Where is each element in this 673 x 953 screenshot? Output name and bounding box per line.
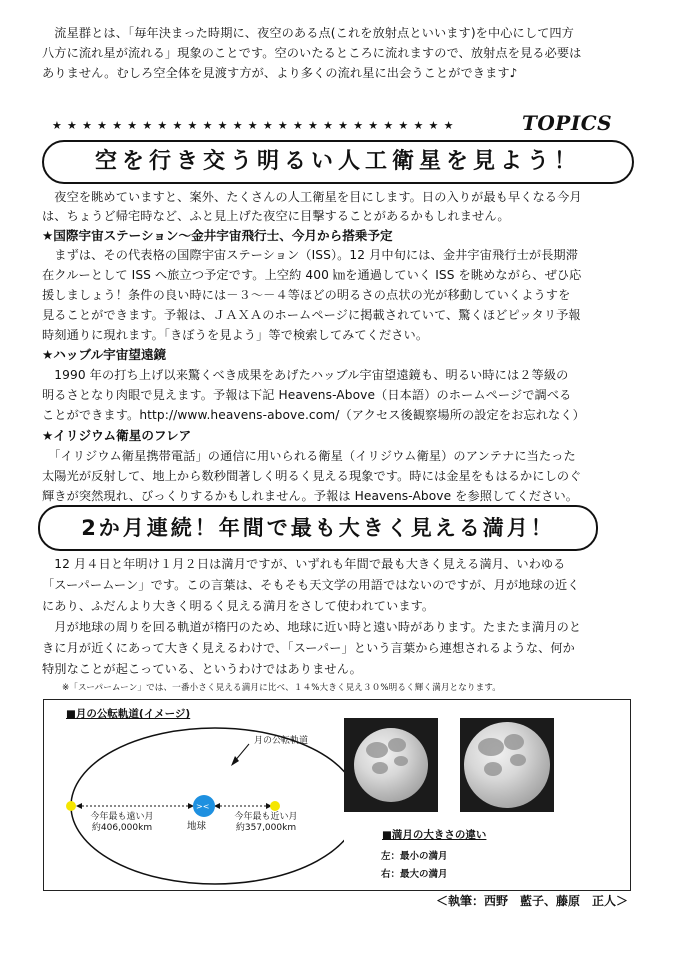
moon-size-title: ■満月の大きさの違い — [382, 829, 487, 841]
far-moon-distance: 約406,000km — [91, 823, 153, 833]
hubble-line: 1990 年の打ち上げ以来驚くべき成果をあげたハッブル宇宙望遠鏡も、明るい時には２等級の — [42, 368, 569, 382]
iridium-line: 「イリジウム衛星携帯電話」の通信に用いられる衛星（イリジウム衛星）のアンテナに当たった — [42, 449, 576, 463]
hubble-line: 明るさとなり肉眼で見えます。予報は下記 Heavens-Above（日本語）のホームページで調べる — [42, 388, 572, 402]
orbit-label: 月の公転軌道 — [254, 736, 309, 746]
largest-moon-image — [460, 718, 554, 812]
topics-label: TOPICS — [522, 111, 613, 135]
iss-heading: ★国際宇宙ステーション～金井宇宙飛行士、今月から搭乗予定 — [42, 228, 393, 243]
iss-line: 援しましょう！条件の良い時には－３～－４等ほどの明るさの点状の光が移動していくようすを — [42, 288, 571, 302]
hubble-heading: ★ハッブル宇宙望遠鏡 — [42, 347, 167, 362]
near-moon-label: 今年最も近い月 — [234, 812, 298, 822]
intro-line-1: 流星群とは、「毎年決まった時期に、夜空のある点(これを放射点といいます)を中心にして四方 — [42, 26, 574, 40]
section1-intro-line: は、ちょうど帰宅時など、ふと見上げた夜空に目撃することがあるかもしれません。 — [42, 209, 510, 223]
section1-intro-line: 夜空を眺めていますと、案外、たくさんの人工衛星を目にします。日の入りが最も早くなる今月 — [42, 190, 582, 204]
iridium-line: 輝きが突然現れ、びっくりするかもしれません。予報は Heavens-Above を参照してください。 — [42, 489, 579, 503]
smallest-moon-image — [344, 718, 438, 812]
iridium-heading: ★イリジウム衛星のフレア — [42, 428, 192, 443]
right-moon-caption: 右：最大の満月 — [381, 869, 448, 880]
section2-line: きに月が近くにあって大きく見えるわけで、「スーパー」という言葉から連想されるような、何か — [42, 641, 575, 655]
iss-line: 在クルーとして ISS へ旅立つ予定です。上空約 400 ㎞を通過していく ISS を眺めながら、ぜひ応 — [42, 268, 582, 282]
far-moon-label: 今年最も遠い月 — [90, 812, 154, 822]
section2-line: 12 月４日と年明け１月２日は満月ですが、いずれも年間で最も大きく見える満月、いわゆる — [42, 557, 566, 571]
intro-line-3: ありません。むしろ空全体を見渡す方が、より多くの流れ星に出会うことができます♪ — [42, 66, 518, 80]
iss-line: 時刻通りに現れます。「きぼうを見よう」等で検索してみてください。 — [42, 328, 429, 342]
byline: ＜執筆：西野 藍子、藤原 正人＞ — [436, 894, 629, 908]
earth-label: 地球 — [187, 821, 207, 832]
iss-line: まずは、その代表格の国際宇宙ステーション（ISS）。12 月中旬には、金井宇宙飛行士が長期滞 — [42, 248, 579, 262]
iridium-line: 太陽光が反射して、地上から数秒間著しく明るく見える現象です。時には金星をもはるかにしのぐ — [42, 469, 582, 483]
orbit-diagram-title: ■月の公転軌道(イメージ) — [66, 708, 191, 720]
section2-line: 「スーパームーン」です。この言葉は、そもそも天文学の用語ではないのですが、月が地球の近く — [42, 578, 580, 592]
section2-title: 2か月連続！年間で最も大きく見える満月！ — [38, 505, 598, 551]
intro-line-2: 八方に流れ星が流れる」現象のことです。空のいたるところに流れますので、放射点を見る必要は — [42, 46, 582, 60]
star-divider: ★★★★★★★★★★★★★★★★★★★★★★★★★★★ — [52, 119, 459, 132]
iss-line: 見ることができます。予報は、ＪＡＸＡのホームページに掲載されていて、驚くほどピッタリ予報 — [42, 308, 581, 322]
section1-title: 空を行き交う明るい人工衛星を見よう！ — [42, 140, 634, 184]
left-moon-caption: 左：最小の満月 — [381, 851, 448, 862]
near-moon-marker — [270, 801, 280, 811]
far-arrow-left — [76, 803, 82, 809]
supermoon-note: ※「スーパームーン」では、一番小さく見える満月に比べ、１４%大きく見え３０%明るく輝く満月となります。 — [62, 683, 501, 693]
far-moon-marker — [66, 801, 76, 811]
section2-line: 特別なことが起こっている、というわけではありません。 — [42, 662, 362, 676]
figure-box — [43, 699, 631, 891]
section2-line: 月が地球の周りを回る軌道が楕円のため、地球に近い時と遠い時があります。たまたま満月のと — [42, 620, 582, 634]
near-moon-distance: 約357,000km — [235, 823, 297, 833]
earth-arrows: >< — [196, 802, 210, 811]
section2-line: にあり、ふだんより大きく明るく見える満月をさして使われています。 — [42, 599, 435, 613]
hubble-line: ことができます。http://www.heavens-above.com/（アクセス後観察場所の設定をお忘れなく） — [42, 408, 585, 422]
orbit-diagram — [44, 700, 344, 890]
